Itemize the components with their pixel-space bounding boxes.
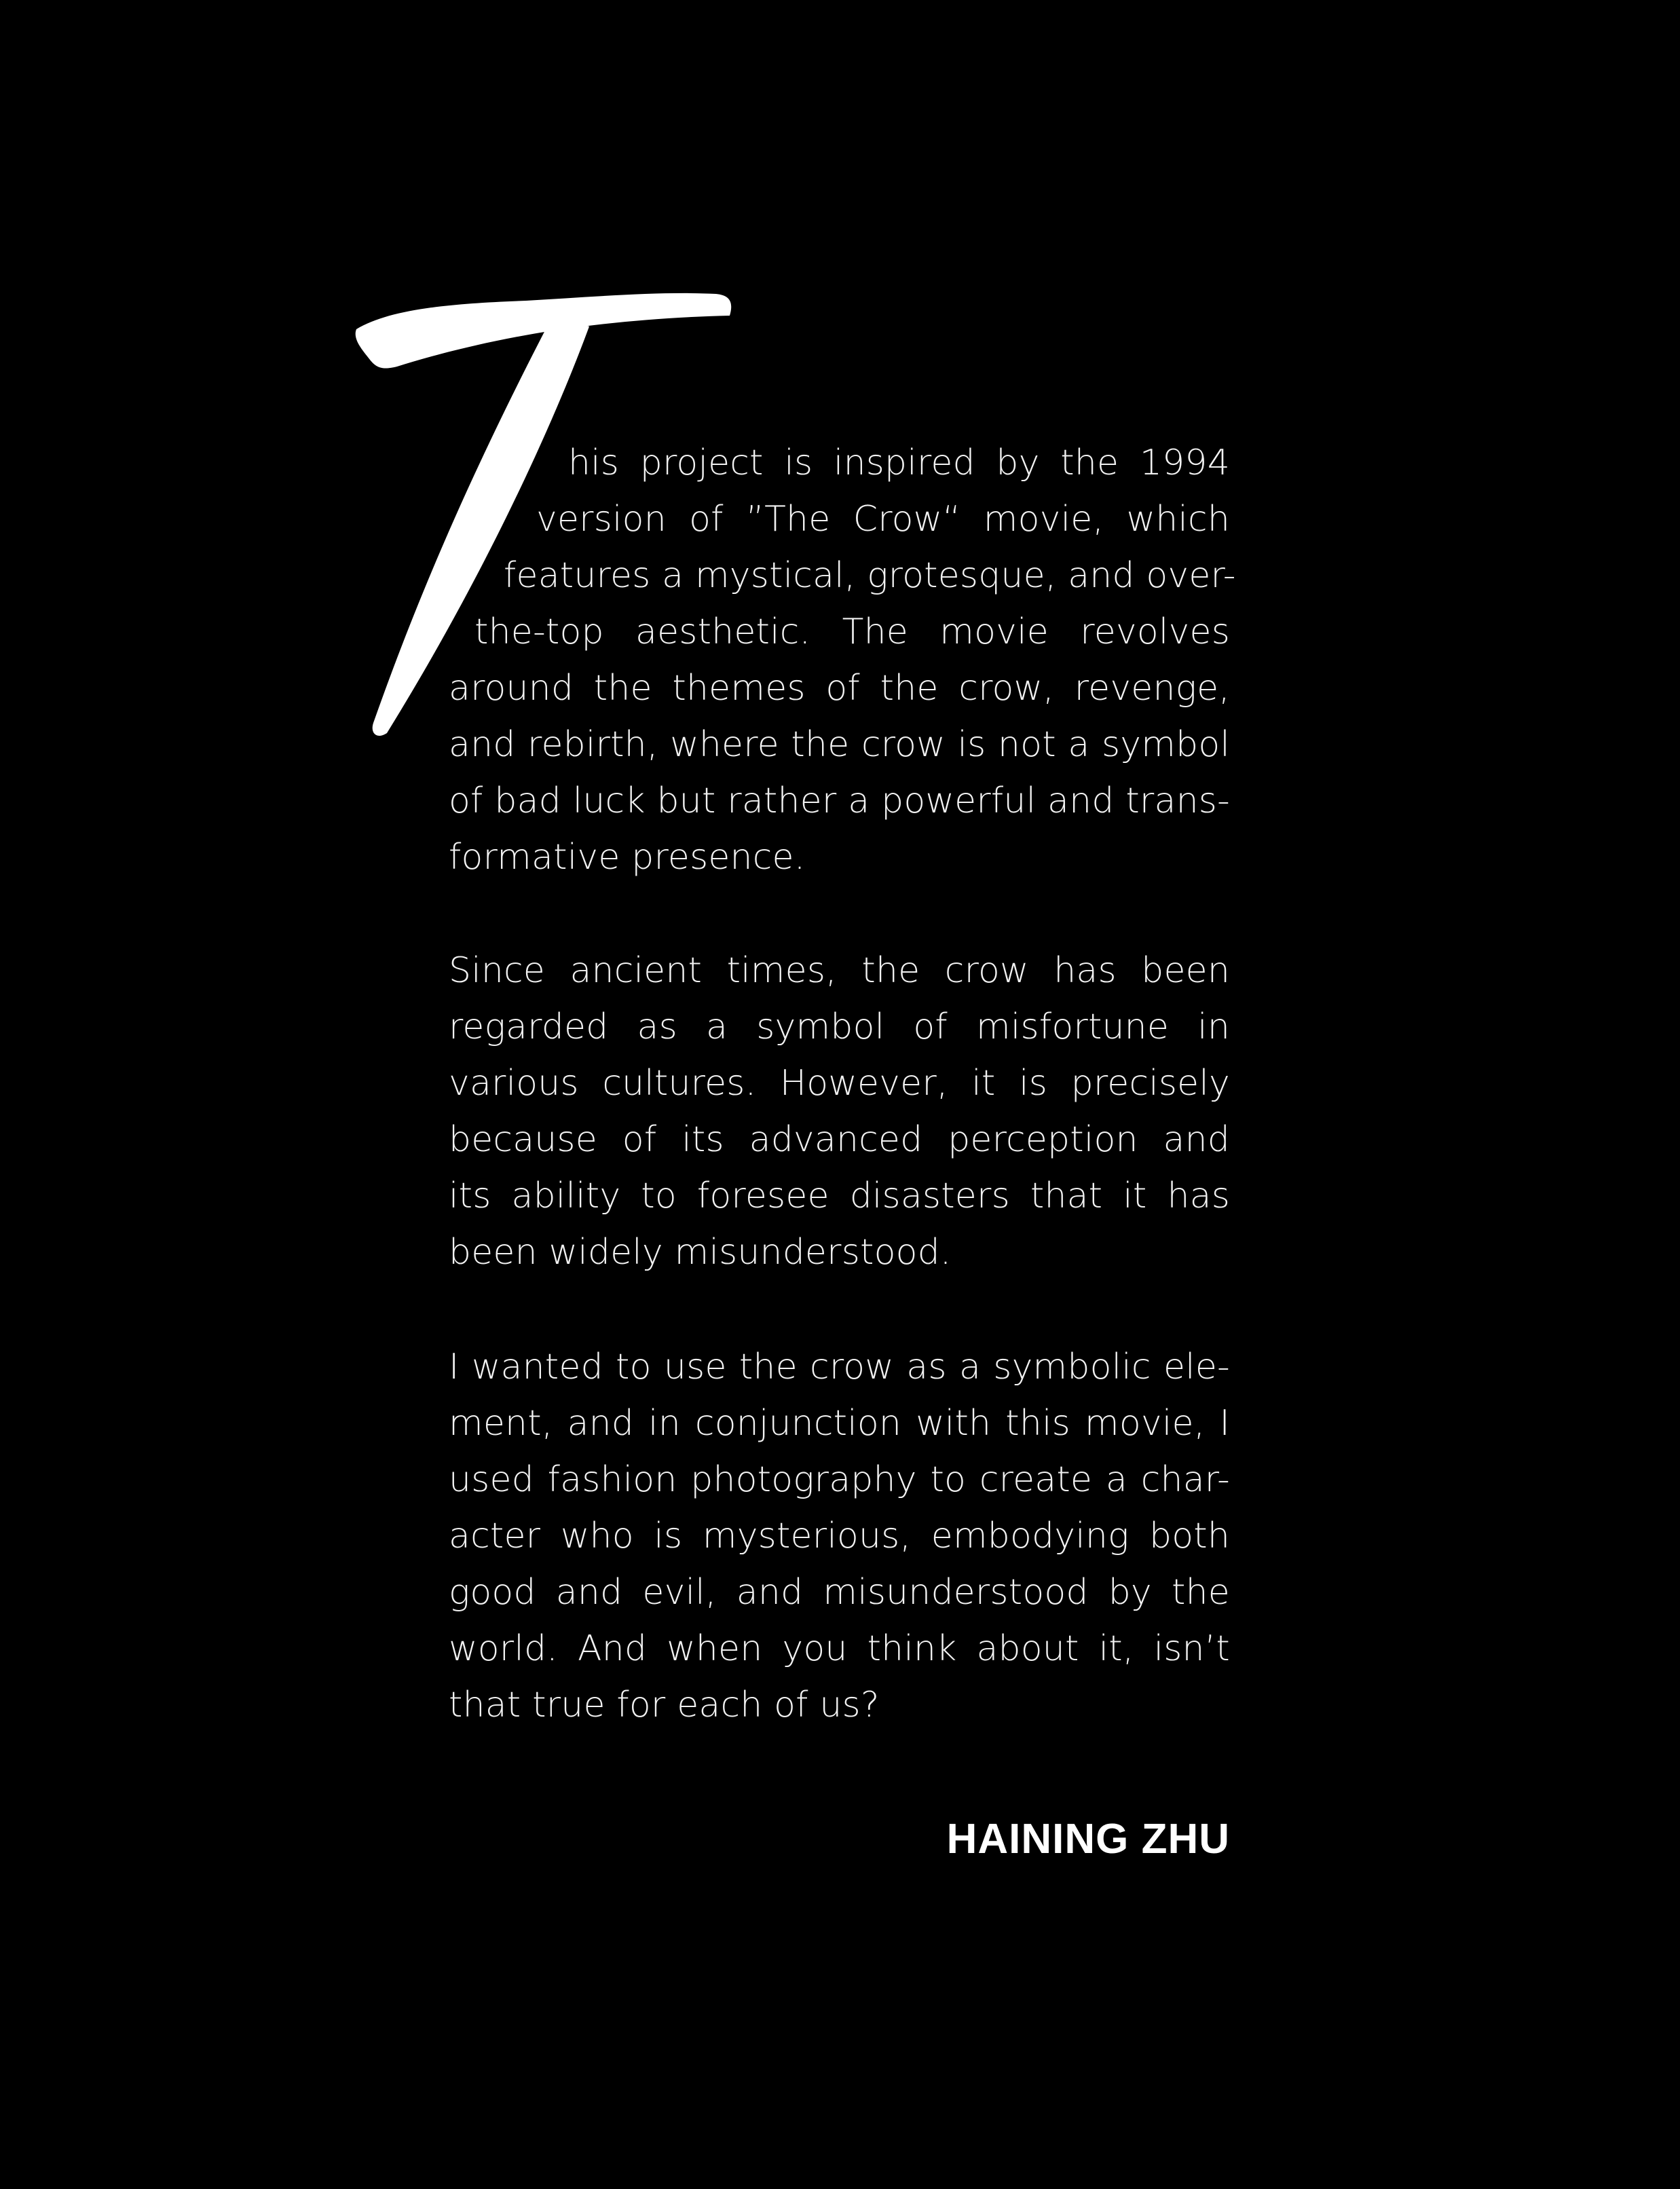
text-line: Since ancient times, the crow has been [449,950,1230,991]
text-line: acter who is mysterious, embodying both [449,1516,1230,1556]
text-line: been widely misunderstood. [449,1232,952,1273]
text-line: I wanted to use the crow as a symbolic ele- [449,1347,1230,1387]
text-line: the-top aesthetic. The movie revolves [474,612,1230,652]
text-line: because of its advanced perception and [449,1119,1230,1160]
text-line: various cultures. However, it is precisely [449,1063,1230,1104]
text-line: regarded as a symbol of misfortune in [449,1007,1230,1047]
text-line: that true for each of us? [449,1685,880,1725]
text-line: of bad luck but rather a powerful and trans- [449,781,1230,821]
text-line: features a mystical, grotesque, and over- [504,555,1236,596]
text-line: used fashion photography to create a char- [449,1459,1230,1500]
text-line: his project is inspired by the 1994 [568,443,1230,483]
text-line: world. And when you think about it, isn’t [449,1628,1230,1669]
text-line: its ability to foresee disasters that it has [449,1176,1230,1216]
text-line: around the themes of the crow, revenge, [449,668,1230,709]
author-signature: HAINING ZHU [946,1816,1230,1863]
text-line: version of ”The Crow“ movie, which [536,499,1230,540]
text-line: formative presence. [449,837,806,878]
text-line: ment, and in conjunction with this movie, I [449,1403,1230,1444]
text-line: good and evil, and misunderstood by the [449,1572,1230,1613]
text-line: and rebirth, where the crow is not a symbol [449,724,1230,765]
